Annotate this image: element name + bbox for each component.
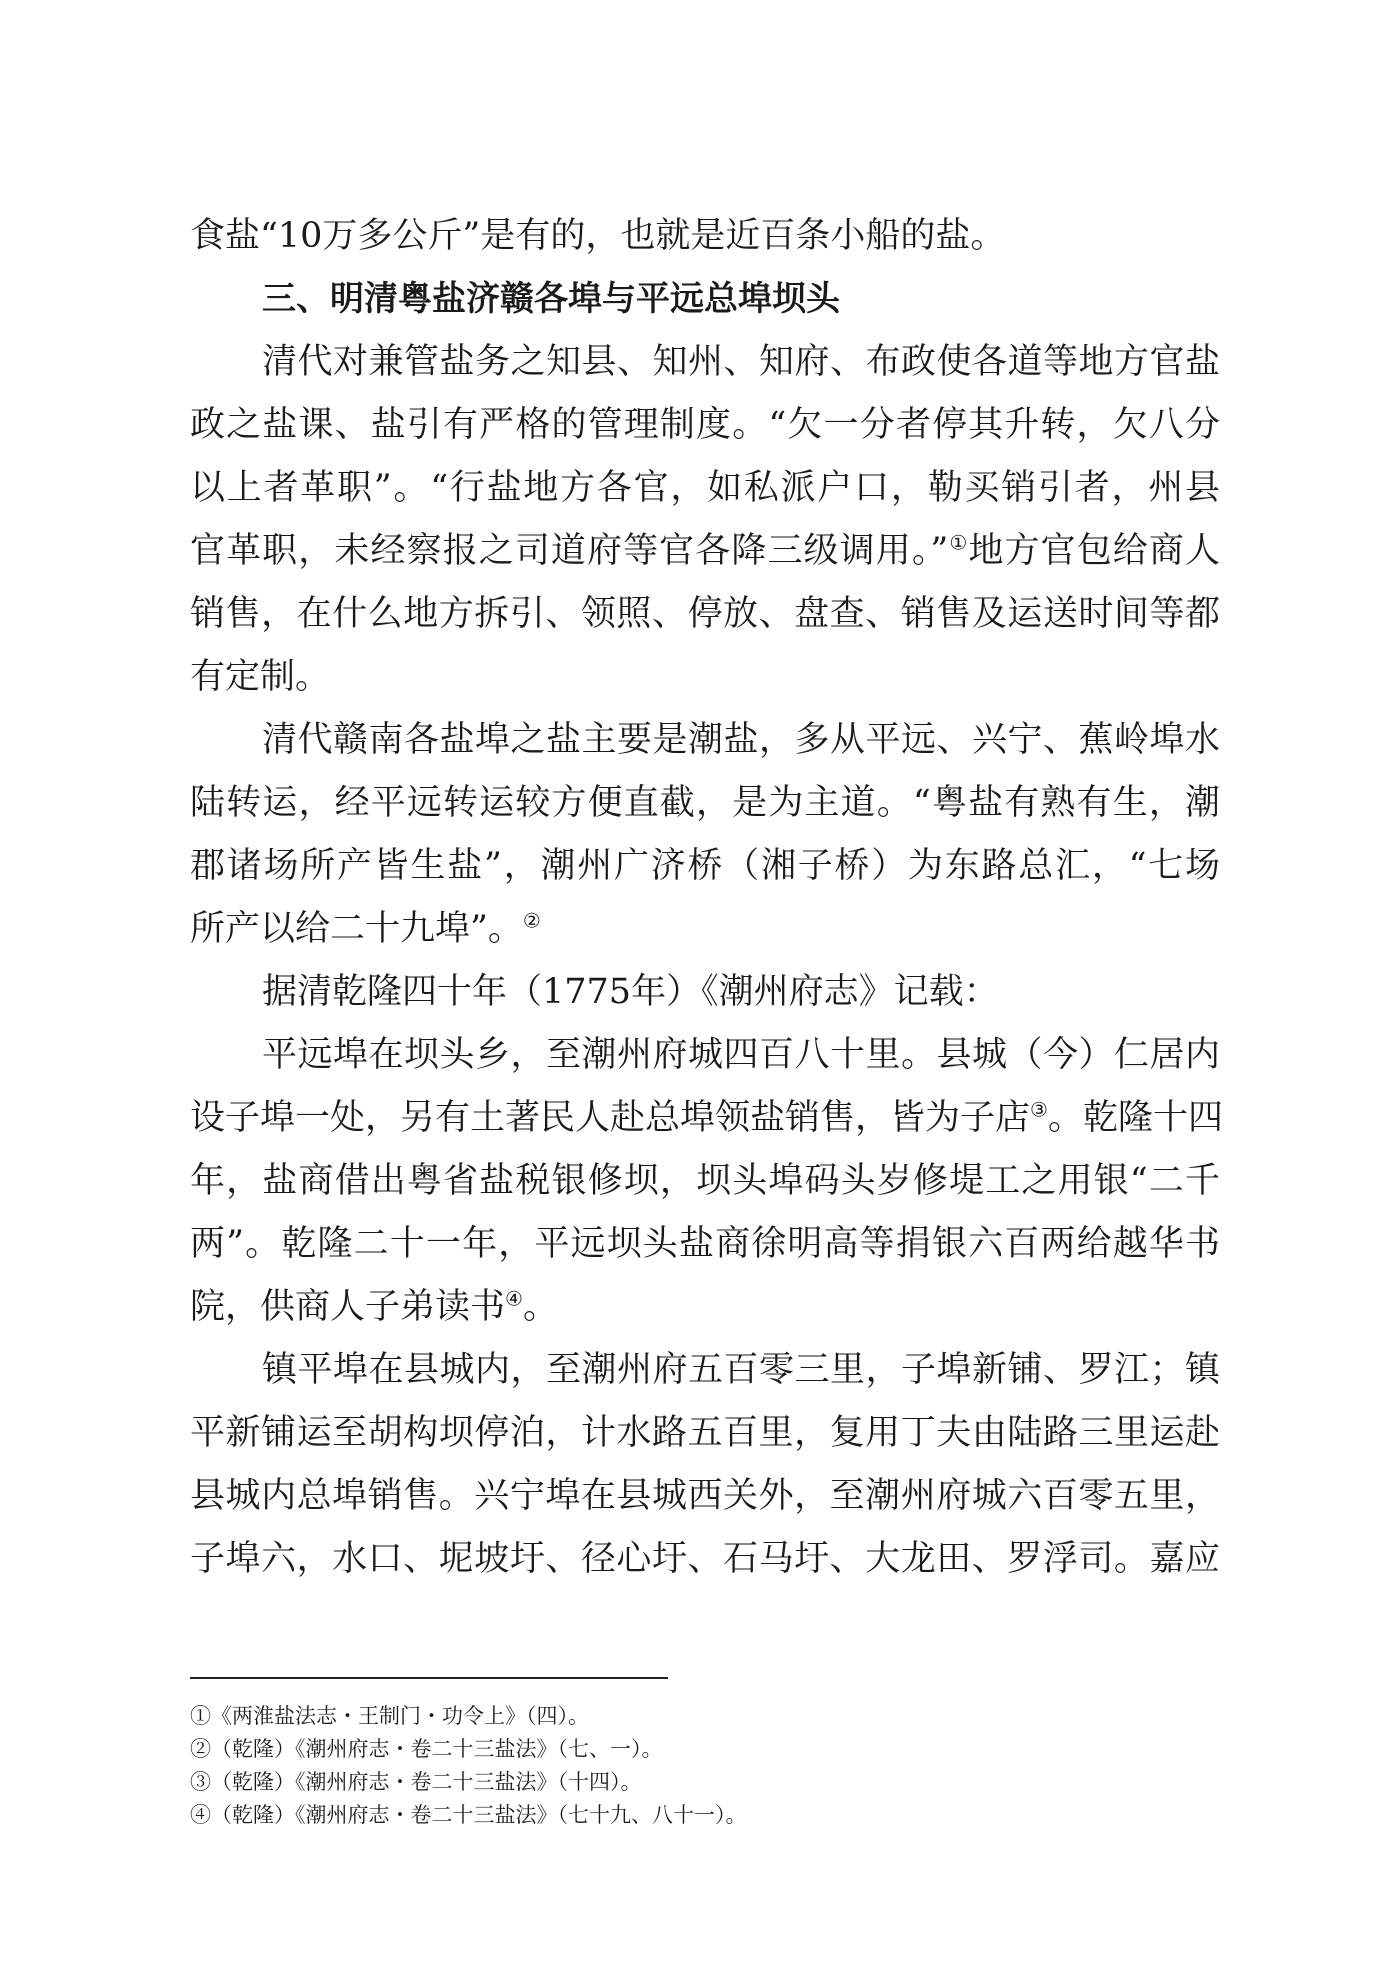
footnote: ③（乾隆）《潮州府志・卷二十三盐法》（十四）。 [190, 1770, 642, 1794]
paragraph-line: 年，盐商借出粤省盐税银修坝，坝头埠码头岁修堤工之用银“二千 [190, 1161, 1220, 1201]
paragraph-line: 政之盐课、盐引有严格的管理制度。“欠一分者停其升转，欠八分 [190, 405, 1220, 445]
paragraph-line: 县城内总埠销售。兴宁埠在县城西关外，至潮州府城六百零五里， [190, 1476, 1220, 1516]
footnote-ref: ① [948, 530, 969, 555]
paragraph-line: 官革职，未经察报之司道府等官各降三级调用。”①地方官包给商人 [190, 530, 1220, 571]
footnotes [190, 1700, 1220, 1832]
paragraph-line: 食盐“10万多公斤”是有的，也就是近百条小船的盐。 [190, 216, 1006, 256]
paragraph-line: 以上者革职”。“行盐地方各官，如私派户口，勒买销引者，州县 [190, 468, 1220, 508]
paragraph-line: 镇平埠在县城内，至潮州府五百零三里，子埠新铺、罗江；镇 [262, 1350, 1220, 1390]
paragraph-line: 两”。乾隆二十一年，平远坝头盐商徐明高等捐银六百两给越华书 [190, 1224, 1220, 1264]
footnote: ①《两淮盐法志・王制门・功令上》（四）。 [190, 1704, 589, 1728]
paragraph-line: 所产以给二十九埠”。② [190, 908, 541, 949]
footnote: ②（乾隆）《潮州府志・卷二十三盐法》（七、一）。 [190, 1737, 663, 1761]
paragraph-line: 据清乾隆四十年（1775年）《潮州府志》记载： [262, 972, 999, 1012]
paragraph-line: 郡诸场所产皆生盐”，潮州广济桥（湘子桥）为东路总汇，“七场 [190, 846, 1220, 886]
paragraph-line: 院，供商人子弟读书④。 [190, 1286, 558, 1327]
footnote-divider [190, 1677, 668, 1679]
paragraph-line: 有定制。 [190, 657, 331, 697]
footnote-ref: ④ [505, 1286, 523, 1311]
body-text [190, 205, 1223, 1591]
footnote-ref: ③ [1030, 1097, 1048, 1122]
paragraph-line: 陆转运，经平远转运较方便直截，是为主道。“粤盐有熟有生，潮 [190, 783, 1220, 823]
paragraph-line: 清代对兼管盐务之知县、知州、知府、布政使各道等地方官盐 [262, 342, 1220, 382]
footnote: ④（乾隆）《潮州府志・卷二十三盐法》（七十九、八十一）。 [190, 1803, 747, 1827]
section-heading: 三、明清粤盐济赣各埠与平远总埠坝头 [262, 279, 840, 319]
paragraph-line: 平新铺运至胡构坝停泊，计水路五百里，复用丁夫由陆路三里运赴 [190, 1413, 1220, 1453]
paragraph-line: 平远埠在坝头乡，至潮州府城四百八十里。县城（今）仁居内 [262, 1035, 1220, 1075]
paragraph-line: 设子埠一处，另有土著民人赴总埠领盐销售，皆为子店③。乾隆十四 [190, 1097, 1223, 1138]
paragraph-line: 子埠六，水口、坭坡圩、径心圩、石马圩、大龙田、罗浮司。嘉应 [190, 1539, 1220, 1579]
paragraph-line: 清代赣南各盐埠之盐主要是潮盐，多从平远、兴宁、蕉岭埠水 [262, 720, 1220, 760]
footnote-ref: ② [522, 908, 541, 933]
paragraph-line: 销售，在什么地方拆引、领照、停放、盘查、销售及运送时间等都 [190, 594, 1220, 634]
